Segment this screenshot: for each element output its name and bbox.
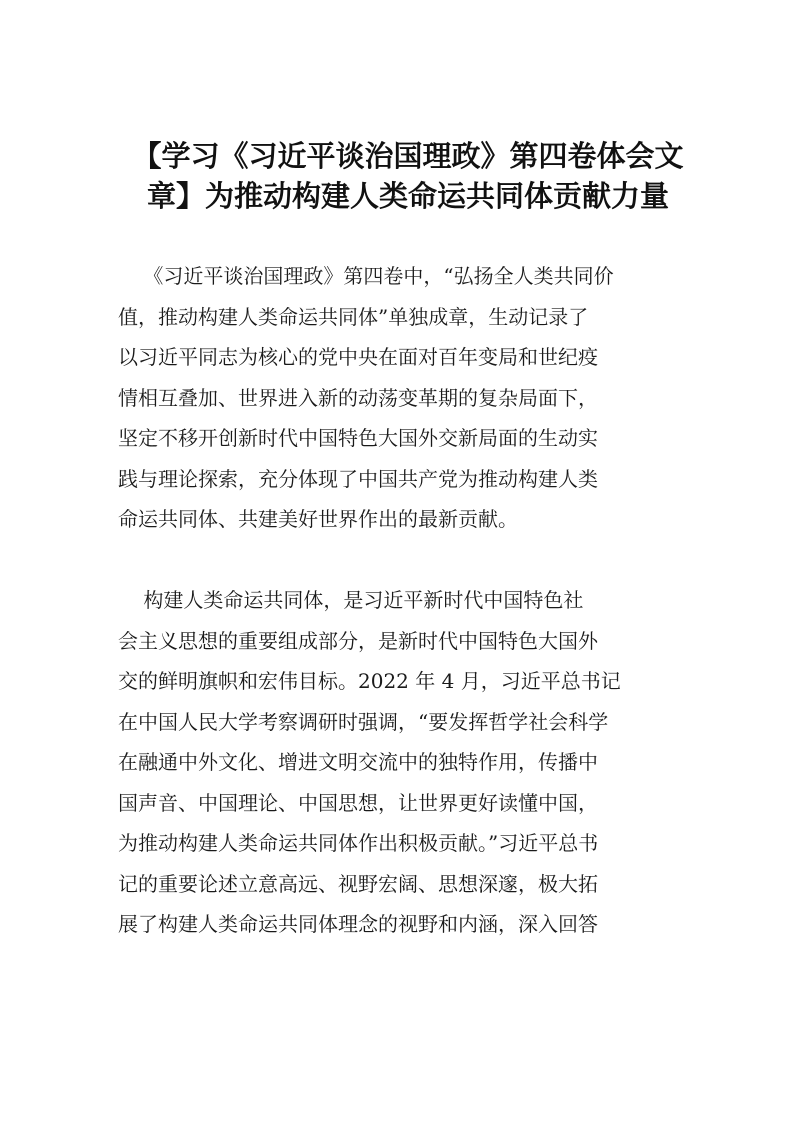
text-line: 情相互叠加、世界进入新的动荡变革期的复杂局面下， — [118, 385, 598, 410]
text-line: 《习近平谈治国理政》第四卷中，“弘扬全人类共同价 — [118, 264, 614, 288]
text-line: 在融通中外文化、增进文明交流中的独特作用，传播中 — [118, 750, 598, 774]
title-line: 章】为推动构建人类命运共同体贡献力量 — [146, 179, 669, 213]
document-title — [118, 136, 698, 216]
text-line: 构建人类命运共同体，是习近平新时代中国特色社 — [118, 588, 584, 612]
text-line: 在中国人民大学考察调研时强调，“要发挥哲学社会科学 — [118, 709, 609, 734]
title-line: 【学习《习近平谈治国理政》第四卷体会文 — [132, 139, 684, 173]
text-line: 交的鲜明旗帜和宏伟目标。2022 年 4 月，习近平总书记 — [118, 669, 621, 693]
text-line: 记的重要论述立意高远、视野宏阔、思想深邃，极大拓 — [118, 871, 598, 896]
text-line: 展了构建人类命运共同体理念的视野和内涵，深入回答 — [118, 912, 598, 936]
text-line: 以习近平同志为核心的党中央在面对百年变局和世纪疫 — [118, 345, 598, 369]
text-line: 值，推动构建人类命运共同体”单独成章，生动记录了 — [118, 304, 589, 329]
paragraph-1 — [118, 256, 688, 540]
text-line: 会主义思想的重要组成部分，是新时代中国特色大国外 — [118, 628, 598, 653]
text-line: 命运共同体、共建美好世界作出的最新贡献。 — [118, 507, 518, 531]
paragraph-2 — [118, 580, 688, 945]
text-line: 为推动构建人类命运共同体作出积极贡献。”习近平总书 — [118, 831, 599, 855]
text-line: 坚定不移开创新时代中国特色大国外交新局面的生动实 — [118, 426, 598, 450]
text-line: 践与理论探索，充分体现了中国共产党为推动构建人类 — [118, 466, 598, 491]
text-line: 国声音、中国理论、中国思想，让世界更好读懂中国， — [118, 790, 598, 815]
